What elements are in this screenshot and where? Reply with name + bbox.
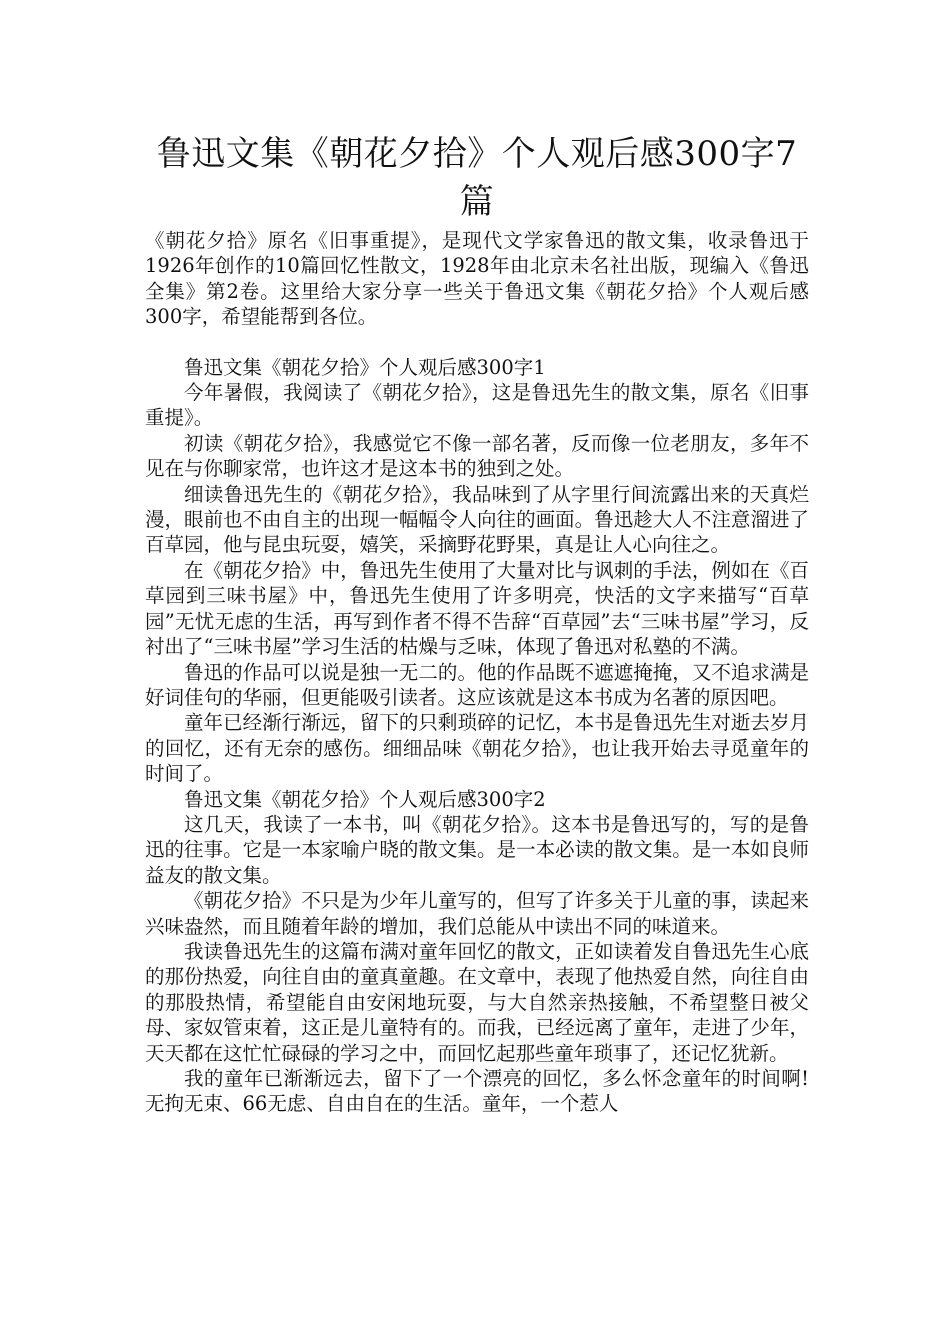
body-paragraph: 鲁迅的作品可以说是独一无二的。他的作品既不遮遮掩掩，又不追求满是好词佳句的华丽，但更能吸引读者。这应该就是这本书成为名著的原因吧。	[145, 660, 809, 709]
body-paragraph: 童年已经渐行渐远，留下的只剩琐碎的记忆，本书是鲁迅先生对逝去岁月的回忆，还有无奈的感伤。细细品味《朝花夕拾》，也让我开始去寻觅童年的时间了。	[145, 711, 809, 786]
intro-paragraph: 《朝花夕拾》原名《旧事重提》，是现代文学家鲁迅的散文集，收录鲁迅于1926年创作的10篇回忆性散文，1928年由北京未名社出版，现编入《鲁迅全集》第2卷。这里给大家分享一些关于鲁迅文集《朝花夕拾》个人观后感300字，希望能帮到各位。	[145, 229, 809, 329]
body-paragraph: 今年暑假，我阅读了《朝花夕拾》，这是鲁迅先生的散文集，原名《旧事重提》。	[145, 381, 809, 430]
body-paragraph: 我的童年已渐渐远去，留下了一个漂亮的回忆，多么怀念童年的时间啊!无拘无束、66无虑、自由自在的生活。童年，一个惹人	[145, 1067, 809, 1116]
section-2	[145, 787, 809, 1117]
paragraph-spacer	[145, 330, 809, 355]
body-paragraph: 初读《朝花夕拾》，我感觉它不像一部名著，反而像一位老朋友，多年不见在与你聊家常，也许这才是这本书的独到之处。	[145, 431, 809, 481]
body-paragraph: 我读鲁迅先生的这篇布满对童年回忆的散文，正如读着发自鲁迅先生心底的那份热爱，向往自由的童真童趣。在文章中，表现了他热爱自然，向往自由的那股热情，希望能自由安闲地玩耍，与大自然亲热接触，不希望整日被父母、家奴管束着，这正是儿童特有的。而我，已经远离了童年，走进了少年，天天都在这忙忙碌碌的学习之中，而回忆起那些童年琐事了，还记忆犹新。	[145, 939, 809, 1065]
document-body	[145, 228, 809, 1117]
document-page	[145, 130, 809, 1117]
section-heading: 鲁迅文集《朝花夕拾》个人观后感300字1	[184, 355, 546, 379]
body-paragraph: 《朝花夕拾》不只是为少年儿童写的，但写了许多关于儿童的事，读起来兴味盎然，而且随着年龄的增加，我们总能从中读出不同的味道来。	[145, 889, 809, 938]
body-paragraph: 细读鲁迅先生的《朝花夕拾》，我品味到了从字里行间流露出来的天真烂漫，眼前也不由自主的出现一幅幅令人向往的画面。鲁迅趁大人不注意溜进了百草园，他与昆虫玩耍，嬉笑，采摘野花野果，真是让人心向往之。	[145, 482, 809, 557]
section-1	[145, 355, 809, 787]
document-title: 鲁迅文集《朝花夕拾》个人观后感300字7篇	[156, 134, 798, 222]
body-paragraph: 在《朝花夕拾》中，鲁迅先生使用了大量对比与讽刺的手法，例如在《百草园到三味书屋》中，鲁迅先生使用了许多明亮，快活的文字来描写“百草园”无忧无虑的生活，再写到作者不得不告辞“百草园”去“三味书屋”学习，反衬出了“三味书屋”学习生活的枯燥与乏味，体现了鲁迅对私塾的不满。	[145, 558, 809, 659]
section-heading: 鲁迅文集《朝花夕拾》个人观后感300字2	[184, 787, 546, 811]
body-paragraph: 这几天，我读了一本书，叫《朝花夕拾》。这本书是鲁迅写的，写的是鲁迅的往事。它是一本家喻户晓的散文集。是一本必读的散文集。是一本如良师益友的散文集。	[145, 812, 809, 887]
